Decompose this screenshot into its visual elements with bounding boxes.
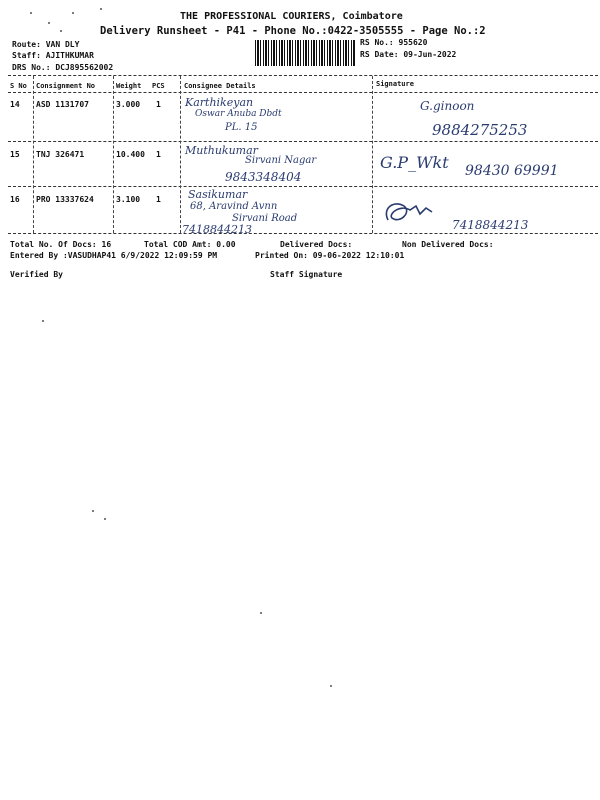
row-pcs: 1 bbox=[156, 100, 161, 109]
consignee-phone: 9843348404 bbox=[225, 170, 302, 184]
signature-name: G.ginoon bbox=[420, 99, 475, 113]
scan-speck bbox=[260, 612, 262, 614]
signature-phone: 7418844213 bbox=[452, 218, 529, 232]
staff-label: Staff: AJITHKUMAR bbox=[12, 51, 94, 60]
consignee-address: Oswar Anuba Dbdt bbox=[195, 109, 282, 119]
consignee-address: Sirvani Road bbox=[232, 213, 298, 224]
company-title: THE PROFESSIONAL COURIERS, Coimbatore bbox=[180, 11, 403, 22]
row-pcs: 1 bbox=[156, 195, 161, 204]
col-header-consignee: Consignee Details bbox=[184, 82, 256, 90]
signature-mark: G.P_Wkt bbox=[380, 153, 449, 172]
scan-speck bbox=[100, 8, 102, 10]
drs-number: DRS No.: DCJ895562002 bbox=[12, 63, 114, 72]
signature-phone: 9884275253 bbox=[432, 121, 528, 139]
col-header-sno: S No bbox=[10, 82, 27, 90]
row-sno: 16 bbox=[10, 195, 20, 204]
scan-speck bbox=[330, 685, 332, 687]
staff-signature: Staff Signature bbox=[270, 270, 343, 279]
row-rule bbox=[8, 141, 598, 142]
scan-speck bbox=[104, 518, 106, 520]
printed-on: Printed On: 09-06-2022 12:10:01 bbox=[255, 251, 405, 260]
scan-speck bbox=[42, 320, 44, 322]
consignee-phone: 7418844213 bbox=[182, 223, 252, 236]
consignee-name: Muthukumar bbox=[185, 144, 258, 157]
column-divider bbox=[372, 76, 373, 233]
row-consignment: TNJ 326471 bbox=[36, 150, 85, 159]
row-weight: 10.400 bbox=[116, 150, 145, 159]
column-divider bbox=[33, 76, 34, 233]
runsheet-title: Delivery Runsheet - P41 - Phone No.:0422-3505555 - Page No.:2 bbox=[100, 25, 486, 37]
row-consignment: ASD 1131707 bbox=[36, 100, 89, 109]
scan-speck bbox=[72, 12, 74, 14]
consignee-name: Sasikumar bbox=[188, 188, 248, 201]
signature-phone: 98430 69991 bbox=[465, 163, 559, 179]
col-header-signature: Signature bbox=[376, 80, 414, 88]
row-weight: 3.100 bbox=[116, 195, 141, 204]
column-divider bbox=[180, 76, 181, 233]
scan-speck bbox=[30, 12, 32, 14]
row-sno: 14 bbox=[10, 100, 20, 109]
scan-speck bbox=[48, 22, 50, 24]
entered-by: Entered By :VASUDHAP41 6/9/2022 12:09:59 PM bbox=[10, 251, 218, 260]
delivered-docs: Delivered Docs: bbox=[280, 240, 353, 249]
header-top-rule bbox=[8, 75, 598, 76]
consignee-name: Karthikeyan bbox=[185, 96, 254, 109]
table-bottom-rule bbox=[8, 233, 598, 234]
total-docs: Total No. Of Docs: 16 bbox=[10, 240, 112, 249]
scan-speck bbox=[92, 510, 94, 512]
row-consignment: PRO 13337624 bbox=[36, 195, 94, 204]
signature-scribble bbox=[380, 198, 440, 228]
verified-by: Verified By bbox=[10, 270, 63, 279]
column-divider bbox=[113, 76, 114, 233]
col-header-weight: Weight bbox=[116, 82, 142, 90]
total-cod: Total COD Amt: 0.00 bbox=[144, 240, 236, 249]
rs-date: RS Date: 09-Jun-2022 bbox=[360, 50, 457, 59]
col-header-pcs: PCS bbox=[152, 82, 165, 90]
row-pcs: 1 bbox=[156, 150, 161, 159]
row-weight: 3.000 bbox=[116, 100, 141, 109]
row-sno: 15 bbox=[10, 150, 20, 159]
consignee-address: Sirvani Nagar bbox=[245, 155, 317, 166]
rs-number: RS No.: 955620 bbox=[360, 38, 428, 47]
header-bottom-rule bbox=[8, 92, 598, 93]
row-rule bbox=[8, 186, 598, 187]
scan-speck bbox=[60, 30, 62, 32]
consignee-address: 68, Aravind Avnn bbox=[190, 201, 278, 212]
col-header-consignment: Consignment No bbox=[36, 82, 96, 90]
consignee-address: PL. 15 bbox=[225, 122, 258, 133]
route-label: Route: VAN DLY bbox=[12, 40, 80, 49]
non-delivered-docs: Non Delivered Docs: bbox=[402, 240, 494, 249]
barcode bbox=[255, 40, 355, 66]
